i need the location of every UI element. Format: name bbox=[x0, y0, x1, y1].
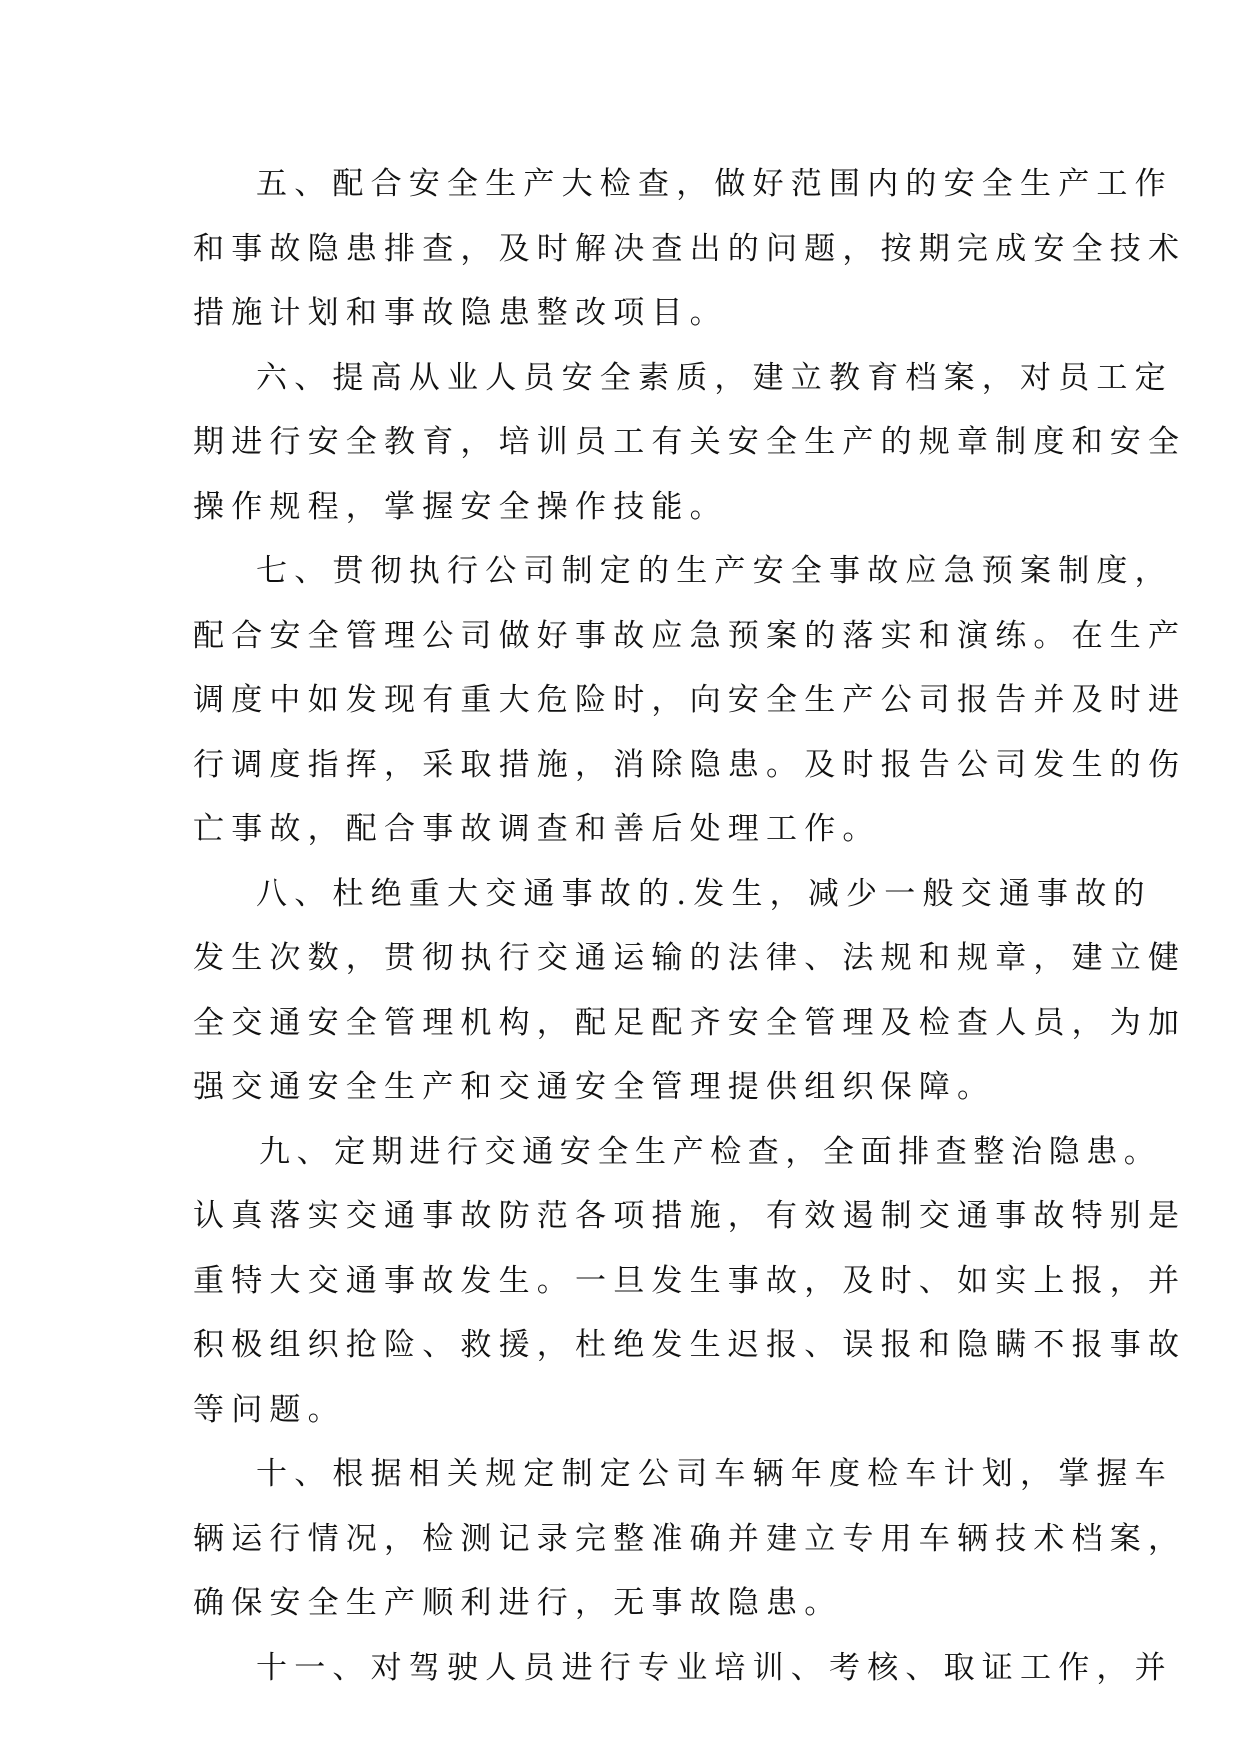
paragraph-line: 认真落实交通事故防范各项措施，有效遏制交通事故特别是 bbox=[193, 1198, 1187, 1234]
paragraph-line: 行调度指挥，采取措施，消除隐患。及时报告公司发生的伤 bbox=[193, 746, 1187, 783]
paragraph-item-7 bbox=[193, 539, 1187, 862]
paragraph-line: 辆运行情况，检测记录完整准确并建立专用车辆技术档案， bbox=[193, 1520, 1187, 1557]
paragraph-item-8 bbox=[193, 862, 1187, 1120]
paragraph-line: 亡事故，配合事故调查和善后处理工作。 bbox=[193, 811, 881, 847]
paragraph-line: 积极组织抢险、救援，杜绝发生迟报、误报和隐瞒不报事故 bbox=[193, 1327, 1187, 1363]
paragraph-line: 确保安全生产顺利进行，无事故隐患。 bbox=[193, 1585, 843, 1621]
paragraph-line: 六、提高从业人员安全素质，建立教育档案，对员工定 bbox=[256, 359, 1173, 396]
paragraph-line: 发生次数，贯彻执行交通运输的法律、法规和规章，建立健 bbox=[193, 940, 1187, 976]
paragraph-line: 七、贯彻执行公司制定的生产安全事故应急预案制度， bbox=[256, 553, 1173, 589]
paragraph-line: 重特大交通事故发生。一旦发生事故，及时、如实上报，并 bbox=[193, 1262, 1187, 1299]
paragraph-line: 和事故隐患排查，及时解决查出的问题，按期完成安全技术 bbox=[193, 230, 1187, 267]
paragraph-line: 调度中如发现有重大危险时，向安全生产公司报告并及时进 bbox=[193, 682, 1187, 718]
paragraph-line: 九、定期进行交通安全生产检查，全面排查整治隐患。 bbox=[259, 1133, 1162, 1170]
paragraph-line: 十一、对驾驶人员进行专业培训、考核、取证工作，并 bbox=[256, 1649, 1173, 1686]
paragraph-line: 强交通安全生产和交通安全管理提供组织保障。 bbox=[193, 1069, 996, 1105]
paragraph-item-10 bbox=[193, 1442, 1187, 1636]
document-body bbox=[193, 152, 1187, 1700]
paragraph-line: 配合安全管理公司做好事故应急预案的落实和演练。在生产 bbox=[193, 617, 1187, 654]
paragraph-line: 措施计划和事故隐患整改项目。 bbox=[193, 295, 728, 331]
paragraph-item-9 bbox=[193, 1120, 1187, 1443]
paragraph-item-5 bbox=[193, 152, 1187, 346]
paragraph-item-6 bbox=[193, 346, 1187, 540]
paragraph-item-11 bbox=[193, 1636, 1173, 1701]
paragraph-line: 等问题。 bbox=[193, 1391, 346, 1428]
paragraph-line: 八、杜绝重大交通事故的.发生，减少一般交通事故的 bbox=[256, 875, 1152, 912]
paragraph-line: 全交通安全管理机构，配足配齐安全管理及检查人员，为加 bbox=[193, 1004, 1187, 1041]
paragraph-line: 操作规程，掌握安全操作技能。 bbox=[193, 488, 728, 525]
paragraph-line: 五、配合安全生产大检查，做好范围内的安全生产工作 bbox=[256, 166, 1173, 202]
paragraph-line: 期进行安全教育，培训员工有关安全生产的规章制度和安全 bbox=[193, 424, 1187, 460]
paragraph-line: 十、根据相关规定制定公司车辆年度检车计划，掌握车 bbox=[256, 1456, 1173, 1492]
